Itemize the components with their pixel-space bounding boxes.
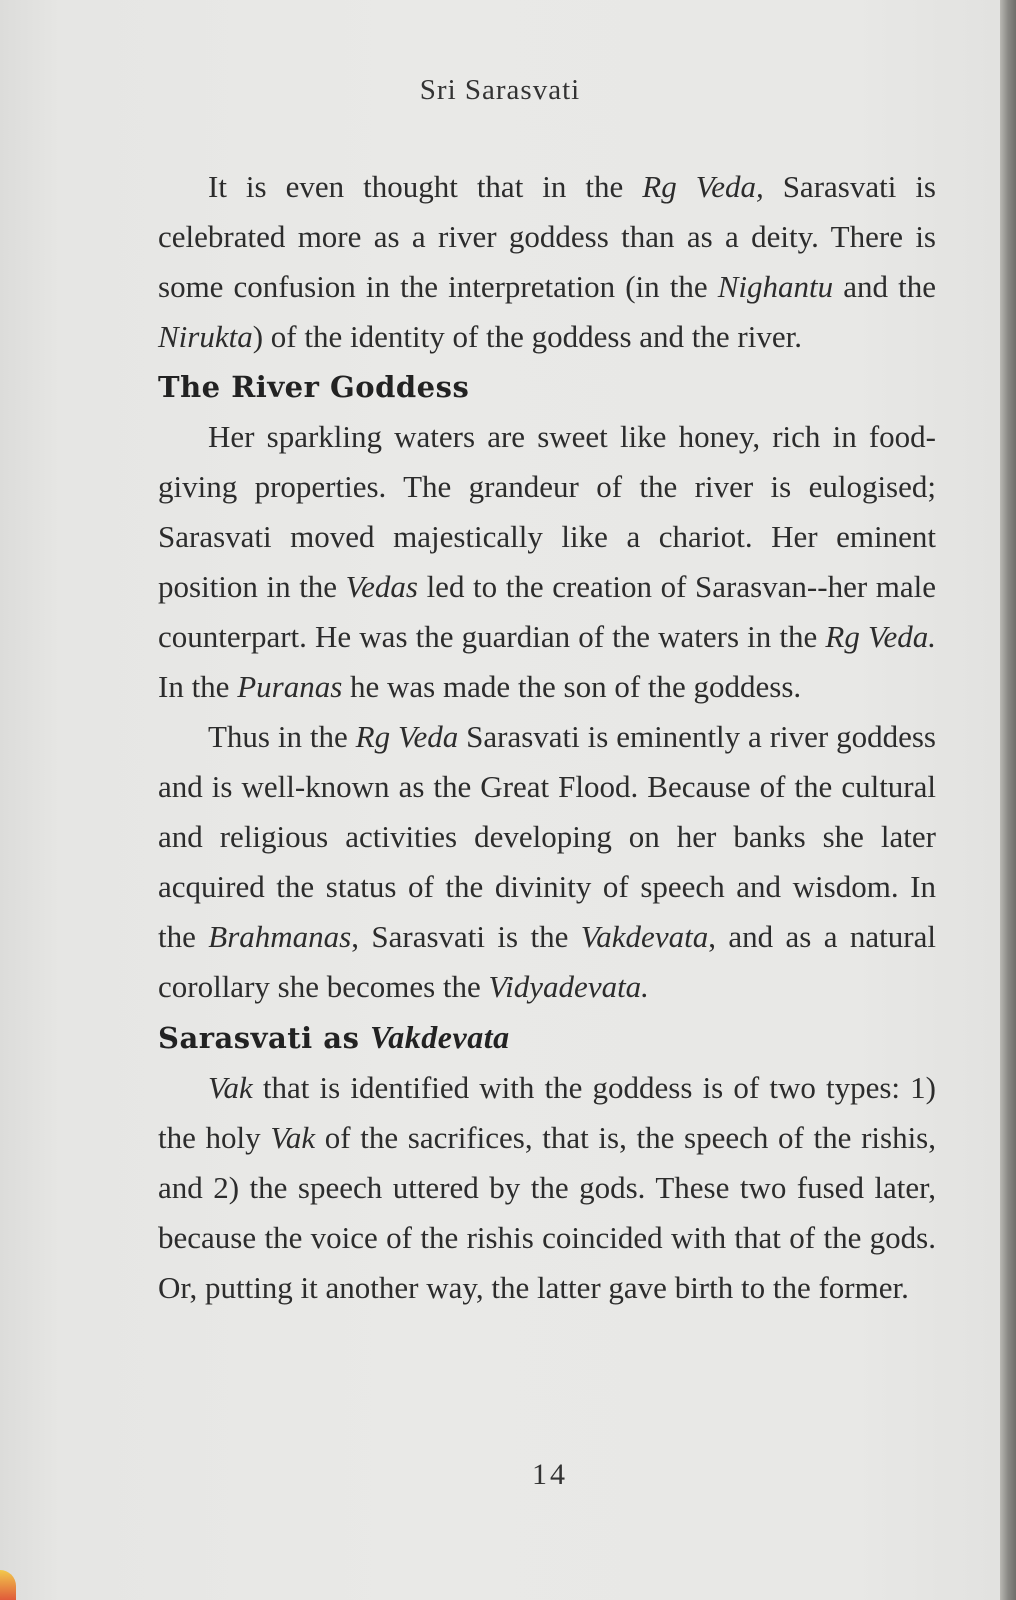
page-number: 14: [532, 1458, 568, 1491]
italic-term: Vedas: [345, 569, 418, 604]
text-run: Sarasvati is celebrated more as a river goddess than as a deity. There is some confusion in the interpretation (in the: [158, 169, 936, 304]
page-edge: [1000, 0, 1016, 1600]
heading-italic-term: Vakdevata: [370, 1019, 510, 1055]
text-run: and the: [833, 269, 936, 304]
text-run: , and as a natural corollary she becomes the: [158, 919, 936, 1004]
text-run: of the sacrifices, that is, the speech of the rishis, and 2) the speech uttered by the gods. These two fused later, because the voice of the rishis coincided with that of the gods. Or, putting it another way, the latter gave birth to the former.: [158, 1120, 936, 1305]
heading-text: Sarasvati as: [158, 1021, 370, 1055]
body-text: [158, 162, 936, 1313]
paragraph-3: [158, 712, 936, 1012]
italic-term: Puranas: [237, 669, 343, 704]
italic-term: Rg Veda,: [642, 169, 764, 204]
text-run: , Sarasvati is the: [351, 919, 581, 954]
text-run: led to the creation of Sarasvan--her male counterpart. He was the guardian of the waters in the: [158, 569, 936, 654]
paragraph-2: [158, 412, 936, 712]
text-run: Her sparkling waters are sweet like honey, rich in food-giving properties. The grandeur of the river is eulogised; Sarasvati moved majestically like a chariot. Her eminent position in the: [158, 419, 936, 604]
text-run: Thus in the: [208, 719, 356, 754]
italic-term: Vak: [270, 1120, 316, 1155]
italic-term: Brahmanas: [208, 919, 352, 954]
paragraph-1: [158, 162, 936, 362]
italic-term: Vakdevata: [580, 919, 709, 954]
text-run: that is identified with the goddess is of two types: 1) the holy: [158, 1070, 936, 1155]
italic-term: Nirukta: [158, 319, 253, 354]
italic-term: Vidyadevata.: [488, 969, 649, 1004]
italic-term: Vak: [208, 1070, 253, 1105]
section-heading-river-goddess: The River Goddess: [158, 370, 470, 404]
text-run: In the: [158, 669, 238, 704]
section-heading-vakdevata: [158, 1012, 936, 1063]
text-run: ) of the identity of the goddess and the river.: [252, 319, 802, 354]
running-title: Sri Sarasvati: [419, 74, 581, 106]
paragraph-4: [158, 1063, 936, 1313]
italic-term: Nighantu: [717, 269, 834, 304]
italic-term: Rg Veda: [355, 719, 459, 754]
text-run: Sarasvati is eminently a river goddess and is well-known as the Great Flood. Because of the cultural and religious activities developing on her banks she later acquired the status of the divinity of speech and wisdom. In the: [158, 719, 936, 954]
text-run: It is even thought that in the: [208, 169, 643, 204]
italic-term: Rg Veda.: [825, 619, 936, 654]
text-run: he was made the son of the goddess.: [342, 669, 802, 704]
